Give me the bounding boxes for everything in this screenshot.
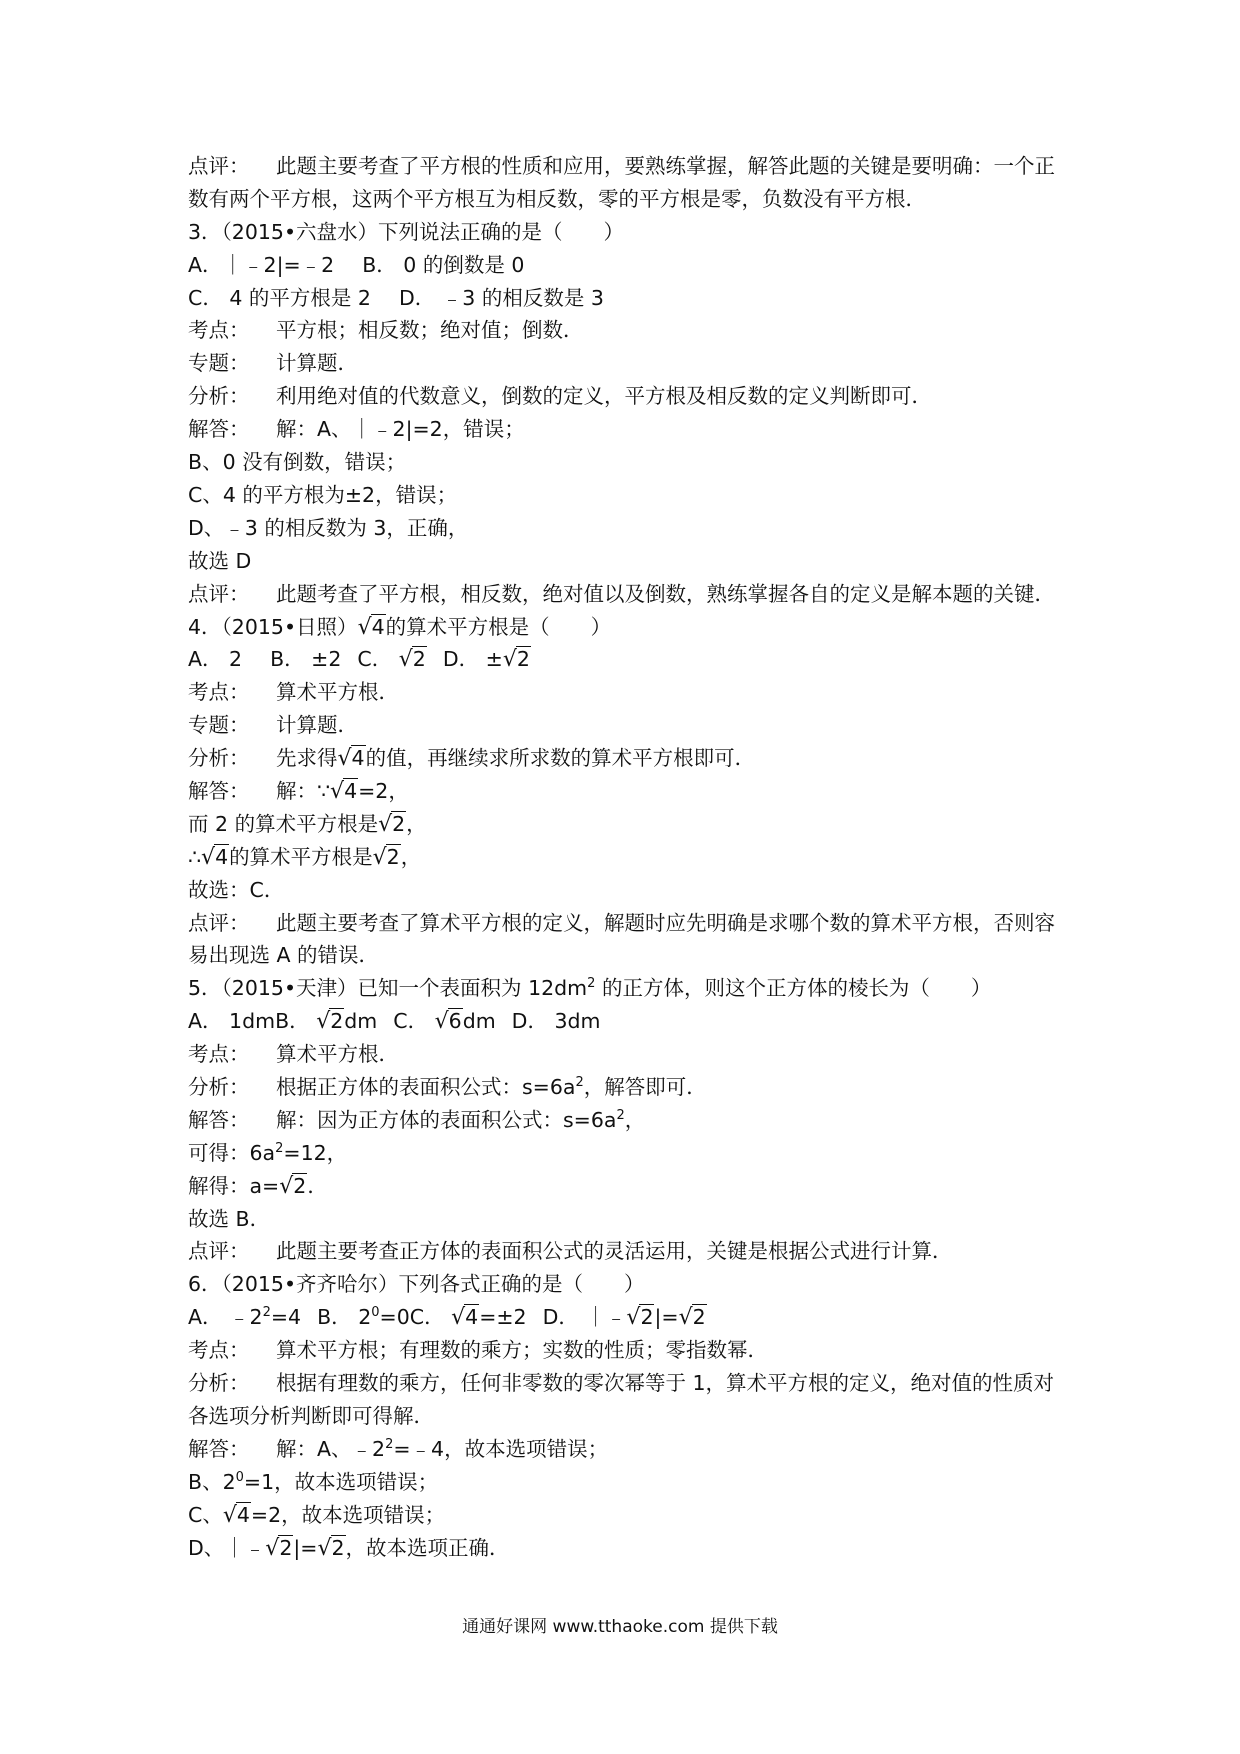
q5-jieda-line: 解得：a=√2． bbox=[188, 1173, 328, 1199]
sqrt-expression: √2 bbox=[502, 647, 530, 673]
sqrt-expression: √4 bbox=[337, 746, 365, 772]
q6-jieda-line: B、$2^0=1$，故本选项错误； bbox=[188, 1469, 439, 1494]
question-6-stem: 6．（2015•齐齐哈尔）下列各式正确的是（ ） bbox=[188, 1272, 645, 1297]
sqrt-expression: √2 bbox=[378, 811, 406, 837]
q4-jieda-line: ∴√4的算术平方根是√2， bbox=[188, 844, 422, 870]
q4-answer: 故选：C． bbox=[188, 877, 285, 902]
q4-fenxi: 分析： 先求得√4的值，再继续求所求数的算术平方根即可． bbox=[188, 746, 756, 772]
q5-fenxi: 分析： 根据正方体的表面积公式：$s=6a^2$，解答即可． bbox=[188, 1075, 707, 1100]
question-6-options: A． $﹣2^2=4$ B． $2^0=0C$． √4=±2 D． ｜﹣√2|=√2 bbox=[188, 1305, 706, 1331]
page-footer: 通通好课网 www.tthaoke.com 提供下载 bbox=[462, 1617, 778, 1637]
sqrt-expression: √2 bbox=[372, 844, 400, 870]
q3-jieda-line: B、0 没有倒数，错误； bbox=[188, 450, 407, 475]
sqrt-expression: √4 bbox=[330, 778, 358, 804]
q6-fenxi: 分析： 根据有理数的乘方，任何非零数的零次幂等于 1，算术平方根的定义，绝对值的性质对各选项分析判断即可得解． bbox=[188, 1371, 1055, 1428]
q3-jieda-line: D、﹣3 的相反数为 3，正确， bbox=[188, 515, 469, 540]
q5-kaodian: 考点： 算术平方根． bbox=[188, 1042, 399, 1067]
q3-answer: 故选 D bbox=[188, 548, 252, 573]
q3-zhuanti: 专题： 计算题． bbox=[188, 351, 358, 376]
q3-kaodian: 考点： 平方根；相反数；绝对值；倒数． bbox=[188, 318, 584, 343]
question-4-options: A． 2 B． ±2 C． √2 D． ±√2 bbox=[188, 647, 530, 673]
q6-jieda-line: D、｜﹣√2|=√2，故本选项正确． bbox=[188, 1535, 510, 1561]
q5-jieda: 解答： 解：因为正方体的表面积公式：$s=6a^2$， bbox=[188, 1107, 646, 1132]
q3-jieda: 解答： 解：A、｜﹣2|=2，错误； bbox=[188, 417, 525, 442]
intro-comment: 点评： 此题主要考查了平方根的性质和应用，要熟练掌握，解答此题的关键是要明确：一个正数有两个平方根，这两个平方根互为相反数，零的平方根是零，负数没有平方根． bbox=[188, 150, 1068, 216]
q6-kaodian: 考点： 算术平方根；有理数的乘方；实数的性质；零指数幂． bbox=[188, 1338, 768, 1363]
q6-jieda: 解答： 解：A、$﹣2^2=﹣4$，故本选项错误； bbox=[188, 1436, 609, 1461]
q4-jieda: 解答： 解：∵√4=2， bbox=[188, 778, 409, 804]
sqrt-expression: √2 bbox=[316, 1009, 344, 1035]
sqrt-expression: √2 bbox=[678, 1305, 706, 1331]
q3-comment: 点评： 此题考查了平方根，相反数，绝对值以及倒数，熟练掌握各自的定义是解本题的关键． bbox=[188, 581, 1055, 606]
q5-jieda-line: 可得：$6a^2=12$， bbox=[188, 1140, 348, 1165]
sqrt-expression: √6 bbox=[434, 1009, 462, 1035]
sqrt-expression: √4 bbox=[201, 844, 229, 870]
q5-comment: 点评： 此题主要考查正方体的表面积公式的灵活运用，关键是根据公式进行计算． bbox=[188, 1239, 953, 1264]
document-page bbox=[188, 150, 1068, 1564]
q3-jieda-line: C、4 的平方根为±2，错误； bbox=[188, 482, 458, 507]
question-5-stem: 5．（2015•天津）已知一个表面积为 $12dm^2$ 的正方体，则这个正方体的棱长为（ ） bbox=[188, 976, 992, 1001]
question-3-stem: 3．（2015•六盘水）下列说法正确的是（ ） bbox=[188, 219, 625, 244]
question-3-options-ab: A．｜﹣2|=﹣2 B． 0 的倒数是 0 bbox=[188, 252, 525, 277]
sqrt-expression: √4 bbox=[451, 1305, 479, 1331]
sqrt-expression: √2 bbox=[317, 1535, 345, 1561]
q4-jieda-line: 而 2 的算术平方根是√2， bbox=[188, 811, 427, 837]
sqrt-expression: √2 bbox=[626, 1305, 654, 1331]
question-4-stem: 4．（2015•日照）√4的算术平方根是（ ） bbox=[188, 614, 612, 640]
sqrt-expression: √2 bbox=[265, 1535, 293, 1561]
sqrt-expression: √4 bbox=[222, 1502, 250, 1528]
question-3-options-cd: C． 4 的平方根是 2 D． ﹣3 的相反数是 3 bbox=[188, 285, 604, 310]
q3-fenxi: 分析： 利用绝对值的代数意义，倒数的定义，平方根及相反数的定义判断即可． bbox=[188, 384, 932, 409]
sqrt-expression: √4 bbox=[357, 614, 385, 640]
q4-kaodian: 考点： 算术平方根． bbox=[188, 680, 399, 705]
sqrt-expression: √2 bbox=[279, 1173, 307, 1199]
question-5-options: A． 1dmB． √2dm C． √6dm D． 3dm bbox=[188, 1009, 601, 1035]
q4-zhuanti: 专题： 计算题． bbox=[188, 713, 358, 738]
label: 点评： bbox=[188, 154, 250, 178]
q6-jieda-line: C、√4=2，故本选项错误； bbox=[188, 1502, 446, 1528]
q4-comment: 点评： 此题主要考查了算术平方根的定义，解题时应先明确是求哪个数的算术平方根，否则容易出现选 A 的错误． bbox=[188, 910, 1055, 968]
q5-answer: 故选 B． bbox=[188, 1206, 271, 1231]
sqrt-expression: √2 bbox=[398, 647, 426, 673]
